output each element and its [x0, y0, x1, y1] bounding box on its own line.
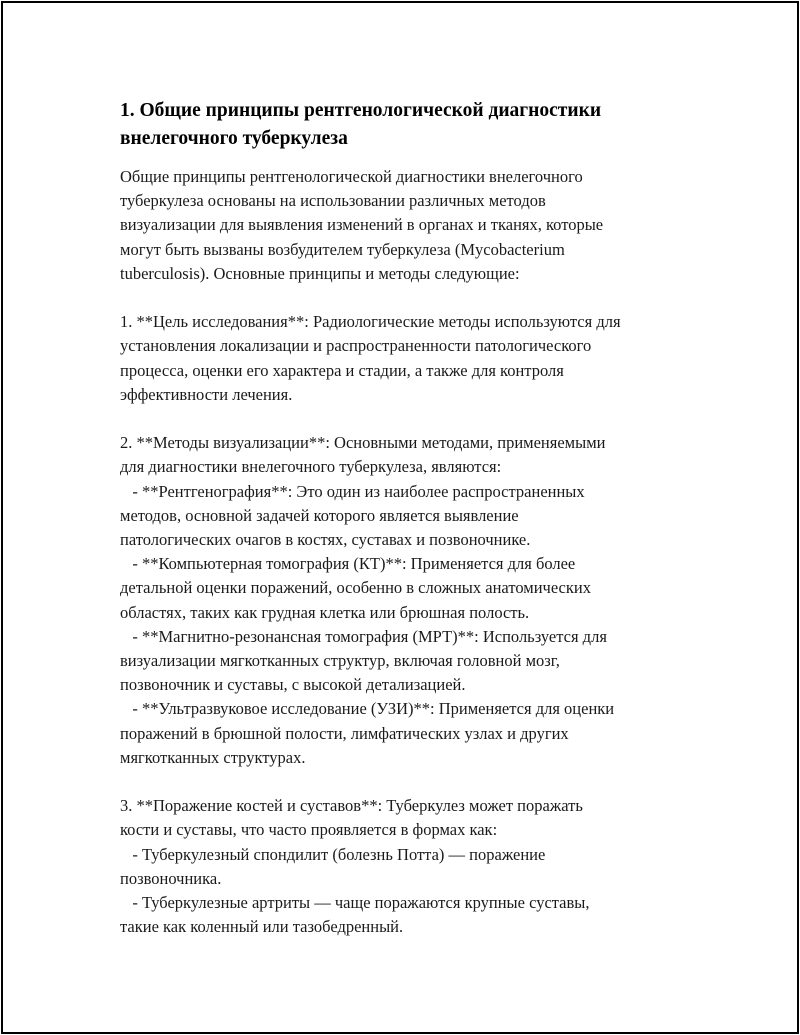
text-line: туберкулеза основаны на использовании различных методов — [120, 191, 546, 211]
section-2 — [120, 431, 690, 770]
title-line: внелегочного туберкулеза — [120, 128, 348, 149]
text-line: позвоночника. — [120, 868, 222, 888]
text-line: позвоночник и суставы, с высокой детализацией. — [120, 675, 466, 695]
text-line: 2. **Методы визуализации**: Основными методами, применяемыми — [120, 433, 606, 453]
paragraph-gap — [120, 407, 690, 431]
document-page — [1, 1, 799, 1034]
text-line: детальной оценки поражений, особенно в сложных анатомических — [120, 578, 591, 598]
text-line: tuberculosis). Основные принципы и методы следующие: — [120, 263, 520, 283]
text-line: установления локализации и распространенности патологического — [120, 336, 592, 356]
text-line: - **Ультразвуковое исследование (УЗИ)**: Применяется для оценки — [120, 699, 615, 719]
paragraph-gap — [120, 770, 690, 794]
text-line: - **Магнитно-резонансная томография (МРТ)**: Используется для — [120, 626, 607, 646]
text-line: Общие принципы рентгенологической диагностики внелегочного — [120, 167, 583, 186]
text-line: поражений в брюшной полости, лимфатических узлах и других — [120, 723, 569, 743]
text-line: методов, основной задачей которого является выявление — [120, 505, 519, 525]
text-line: - **Компьютерная томография (КТ)**: Применяется для более — [120, 554, 576, 574]
text-line: визуализации мягкотканных структур, включая головной мозг, — [120, 651, 560, 671]
paragraph-gap — [120, 286, 690, 310]
text-line: такие как коленный или тазобедренный. — [120, 917, 404, 937]
text-line: - **Рентгенография**: Это один из наиболее распространенных — [120, 481, 585, 501]
text-line: могут быть вызваны возбудителем туберкулеза (Mycobacterium — [120, 239, 565, 259]
text-line: мягкотканных структурах. — [120, 747, 306, 767]
text-line: для диагностики внелегочного туберкулеза, являются: — [120, 457, 502, 477]
text-line: процесса, оценки его характера и стадии, а также для контроля — [120, 360, 564, 380]
section-3 — [120, 794, 690, 939]
text-line: - Туберкулезный спондилит (болезнь Потта) — поражение — [120, 844, 546, 864]
text-line: патологических очагов в костях, суставах и позвоночнике. — [120, 530, 531, 550]
text-line: 1. **Цель исследования**: Радиологические методы используются для — [120, 312, 621, 332]
title-line: 1. Общие принципы рентгенологической диагностики — [120, 100, 602, 121]
text-line: кости и суставы, что часто проявляется в формах как: — [120, 820, 498, 840]
text-line: эффективности лечения. — [120, 384, 293, 404]
text-line: визуализации для выявления изменений в органах и тканях, которые — [120, 215, 604, 235]
page-title — [120, 97, 690, 153]
document-content — [120, 97, 690, 939]
text-line: областях, таких как грудная клетка или брюшная полость. — [120, 602, 530, 622]
text-line: - Туберкулезные артриты — чаще поражаются крупные суставы, — [120, 893, 590, 913]
intro-paragraph — [120, 165, 690, 286]
text-line: 3. **Поражение костей и суставов**: Туберкулез может поражать — [120, 796, 583, 816]
section-1 — [120, 310, 690, 407]
